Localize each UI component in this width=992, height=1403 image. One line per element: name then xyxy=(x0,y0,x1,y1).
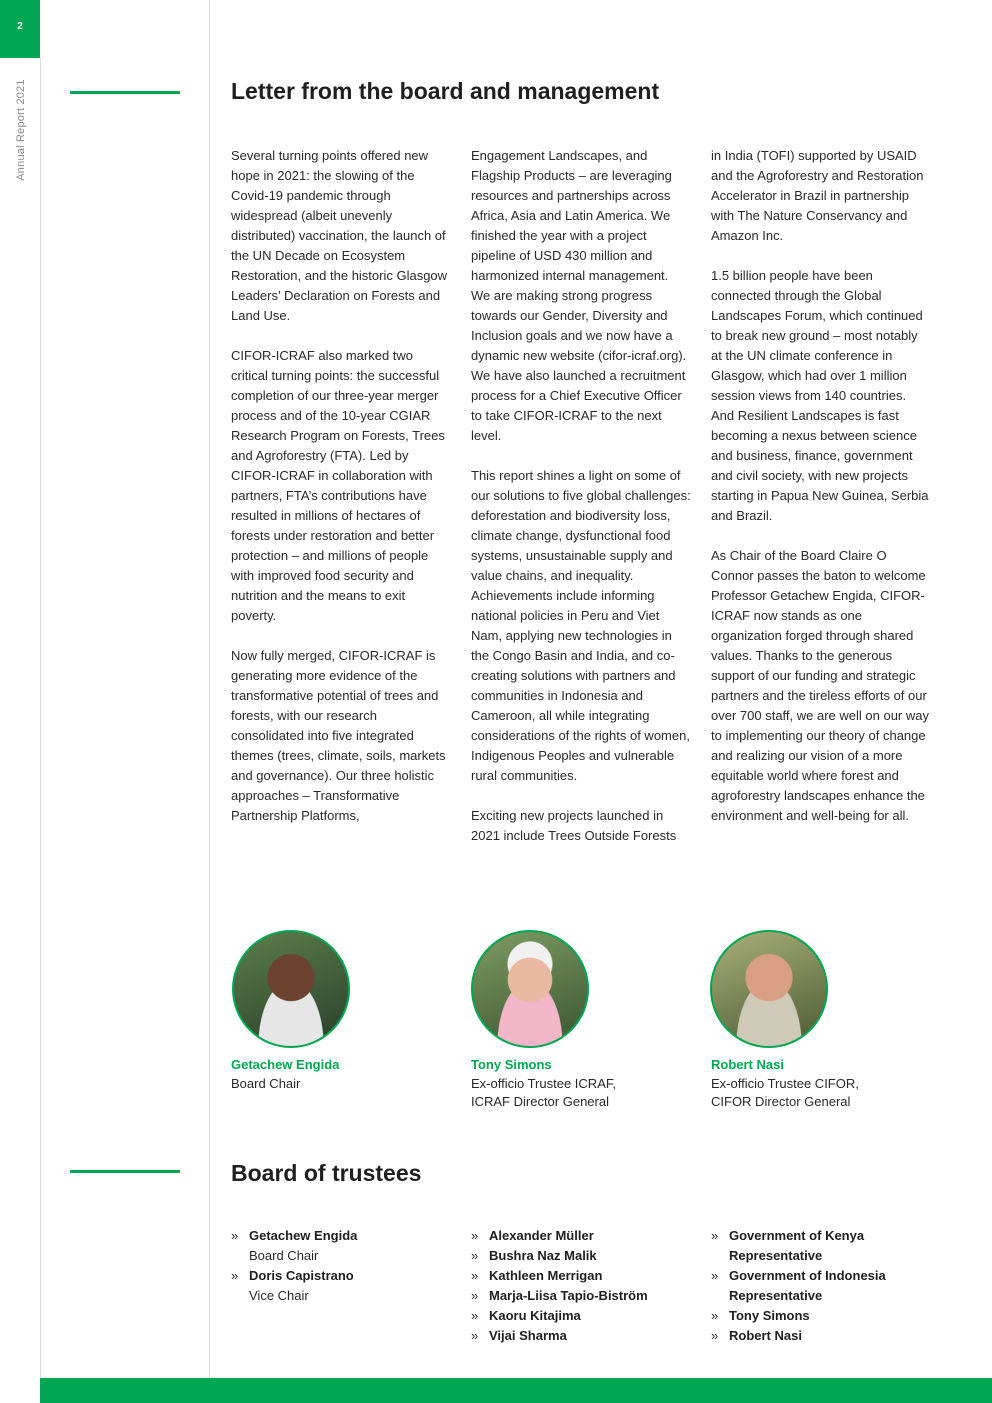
letter-paragraph: 1.5 billion people have been connected through the Global Landscapes Forum, which continued to break new ground – most notably at the UN climate conference in Glasgow, which had over 1 million session views from 140 countries. And Resilient Landscapes is fast becoming a nexus between science and business, finance, government and civil society, with new projects starting in Papua New Guinea, Serbia and Brazil. xyxy=(711,268,929,523)
portrait-robert-nasi xyxy=(710,930,828,1048)
trustee-name: Doris Capistrano xyxy=(249,1268,354,1283)
left-margin-rule xyxy=(40,58,41,1378)
trustee-name: Bushra Naz Malik xyxy=(489,1248,597,1263)
list-item xyxy=(471,1286,696,1306)
bullet-chevron-icon: » xyxy=(711,1308,719,1323)
list-item xyxy=(471,1226,696,1246)
list-item xyxy=(711,1226,911,1266)
trustee-name: Government of Kenya Representative xyxy=(729,1228,865,1263)
trustee-list-2 xyxy=(471,1226,696,1346)
list-item xyxy=(711,1266,911,1306)
bullet-chevron-icon: » xyxy=(471,1268,479,1283)
bullet-chevron-icon: » xyxy=(471,1328,479,1343)
annual-report-label: Annual Report 2021 xyxy=(15,79,27,181)
trustee-name: Alexander Müller xyxy=(489,1228,594,1243)
signatory-role xyxy=(231,1075,461,1093)
footer-bar xyxy=(40,1378,992,1403)
list-item xyxy=(471,1306,696,1326)
letter-paragraph: As Chair of the Board Claire O Connor passes the baton to welcome Professor Getachew Engida, CIFOR-ICRAF now stands as one organization forged through shared values. Thanks to the generous support of our funding and strategic partners and the tireless efforts of our over 700 staff, we are well on our way to implementing our theory of change and realizing our vision of a more equitable world where forest and agroforestry landscapes enhance the environment and well-being for all. xyxy=(711,548,929,823)
board-title: Board of trustees xyxy=(231,1160,422,1186)
role-line: CIFOR Director General xyxy=(711,1094,851,1109)
letter-paragraph: Several turning points offered new hope in 2021: the slowing of the Covid-19 pandemic through widespread (albeit unevenly distributed) vaccination, the launch of the UN Decade on Ecosystem Restoration, and the historic Glasgow Leaders’ Declaration on Forests and Land Use. xyxy=(231,148,448,323)
letter-paragraph: CIFOR-ICRAF also marked two critical turning points: the successful completion of our three-year merger process and of the 10-year CGIAR Research Program on Forests, Trees and Agroforestry (FTA). Led by CIFOR-ICRAF in collaboration with partners, FTA’s contributions have resulted in millions of hectares of forests under restoration and better protection – and millions of people with improved food security and nutrition and the means to exit poverty. xyxy=(231,348,445,623)
signatory-name: Tony Simons xyxy=(471,1057,552,1072)
letter-column-1 xyxy=(231,146,451,846)
bullet-chevron-icon: » xyxy=(231,1228,239,1243)
trustee-name: Kaoru Kitajima xyxy=(489,1308,581,1323)
role-line: Ex-officio Trustee ICRAF, xyxy=(471,1076,616,1091)
column-rule xyxy=(209,0,210,1378)
page-number: 2 xyxy=(17,21,23,32)
list-item xyxy=(231,1266,451,1306)
trustee-list-1 xyxy=(231,1226,451,1306)
letter-title: Letter from the board and management xyxy=(231,78,660,104)
list-item xyxy=(711,1306,911,1326)
signatory-name: Getachew Engida xyxy=(231,1057,340,1072)
signatory-name: Robert Nasi xyxy=(711,1057,784,1072)
list-item xyxy=(711,1326,911,1346)
list-item xyxy=(471,1266,696,1286)
letter-paragraph: in India (TOFI) supported by USAID and the Agroforestry and Restoration Accelerator in Brazil in partnership with The Nature Conservancy and Amazon Inc. xyxy=(711,148,924,243)
letter-paragraph: Now fully merged, CIFOR-ICRAF is generating more evidence of the transformative potential of trees and forests, with our research consolidated into five integrated themes (trees, climate, soils, markets and governance). Our three holistic approaches – Transformative Partnership Platforms, xyxy=(231,648,446,823)
list-item xyxy=(471,1326,696,1346)
letter-paragraph: Engagement Landscapes, and Flagship Products – are leveraging resources and partnerships across Africa, Asia and Latin America. We finished the year with a project pipeline of USD 430 million and harmonized internal management. We are making strong progress towards our Gender, Diversity and Inclusion goals and we now have a dynamic new website (cifor-icraf.org). We have also launched a recruitment process for a Chief Executive Officer to take CIFOR-ICRAF to the next level. xyxy=(471,148,687,443)
letter-accent-line xyxy=(70,91,180,94)
role-line: Board Chair xyxy=(231,1076,301,1091)
list-item xyxy=(471,1246,696,1266)
role-line: ICRAF Director General xyxy=(471,1094,609,1109)
bullet-chevron-icon: » xyxy=(471,1228,479,1243)
trustee-name: Marja-Liisa Tapio-Biström xyxy=(489,1288,648,1303)
letter-paragraph: This report shines a light on some of our solutions to five global challenges: deforestation and biodiversity loss, climate change, dysfunctional food systems, unsustainable supply and value chains, and inequality. Achievements include informing national policies in Peru and Viet Nam, applying new technologies in the Congo Basin and India, and co-creating solutions with partners and communities in Indonesia and Cameroon, all while integrating considerations of the rights of women, Indigenous Peoples and vulnerable rural communities. xyxy=(471,468,691,783)
bullet-chevron-icon: » xyxy=(711,1268,719,1283)
trustee-name: Tony Simons xyxy=(729,1308,810,1323)
portrait-tony-simons xyxy=(471,930,589,1048)
board-accent-line xyxy=(70,1170,180,1173)
bullet-chevron-icon: » xyxy=(711,1228,719,1243)
letter-column-3 xyxy=(711,146,931,846)
role-line: Ex-officio Trustee CIFOR, xyxy=(711,1076,859,1091)
letter-paragraph: Exciting new projects launched in 2021 include Trees Outside Forests xyxy=(471,808,677,843)
bullet-chevron-icon: » xyxy=(471,1248,479,1263)
trustee-name: Kathleen Merrigan xyxy=(489,1268,603,1283)
trustee-list-3 xyxy=(711,1226,911,1346)
trustee-role: Vice Chair xyxy=(249,1288,309,1303)
trustee-name: Getachew Engida xyxy=(249,1228,358,1243)
trustee-role: Board Chair xyxy=(249,1248,319,1263)
signatory-role xyxy=(471,1075,701,1111)
trustee-name: Government of Indonesia Representative xyxy=(729,1268,886,1303)
portrait-getachew-engida xyxy=(232,930,350,1048)
bullet-chevron-icon: » xyxy=(471,1288,479,1303)
trustee-name: Robert Nasi xyxy=(729,1328,802,1343)
bullet-chevron-icon: » xyxy=(471,1308,479,1323)
signatory-role xyxy=(711,1075,941,1111)
bullet-chevron-icon: » xyxy=(231,1268,239,1283)
trustee-name: Vijai Sharma xyxy=(489,1328,567,1343)
letter-column-2 xyxy=(471,146,691,866)
bullet-chevron-icon: » xyxy=(711,1328,719,1343)
list-item xyxy=(231,1226,451,1266)
